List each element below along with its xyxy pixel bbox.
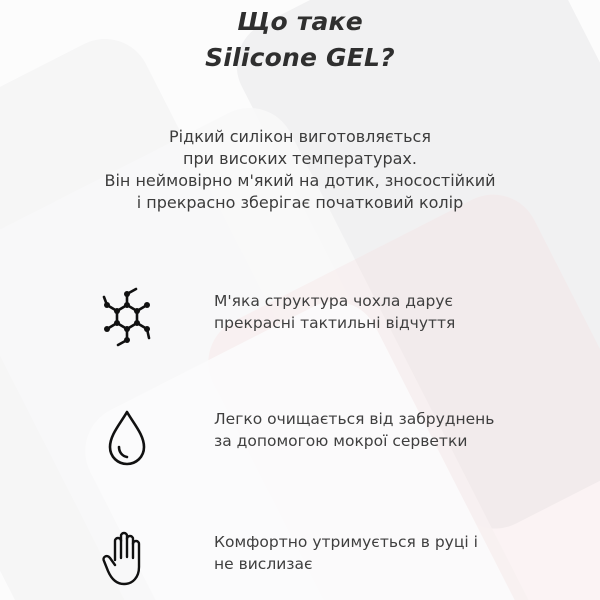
page-title bbox=[0, 4, 600, 76]
intro-line-4: і прекрасно зберігає початковий колір bbox=[136, 193, 464, 212]
feature-soft-structure bbox=[100, 286, 560, 358]
feature-line-2: прекрасні тактильні відчуття bbox=[214, 314, 456, 332]
title-line-1: Що таке bbox=[237, 7, 363, 36]
intro-line-1: Рідкий силікон виготовляється bbox=[169, 127, 431, 146]
feature-text bbox=[214, 408, 554, 452]
water-drop-icon bbox=[100, 404, 154, 468]
title-line-2: Silicone GEL? bbox=[205, 43, 395, 72]
hand-icon bbox=[100, 527, 154, 591]
molecule-icon bbox=[100, 286, 154, 350]
feature-easy-clean bbox=[100, 404, 560, 476]
feature-text bbox=[214, 290, 554, 334]
feature-line-1: М'яка структура чохла дарує bbox=[214, 292, 454, 310]
feature-line-2: за допомогою мокрої серветки bbox=[214, 432, 468, 450]
feature-comfortable-grip bbox=[100, 527, 560, 599]
feature-line-1: Комфортно утримується в руці і bbox=[214, 533, 478, 551]
intro-line-3: Він неймовірно м'який на дотик, зносостійкий bbox=[104, 171, 496, 190]
feature-line-1: Легко очищається від забруднень bbox=[214, 410, 495, 428]
intro-text bbox=[60, 126, 540, 214]
feature-text bbox=[214, 531, 554, 575]
intro-line-2: при високих температурах. bbox=[183, 149, 417, 168]
feature-line-2: не вислизає bbox=[214, 555, 313, 573]
